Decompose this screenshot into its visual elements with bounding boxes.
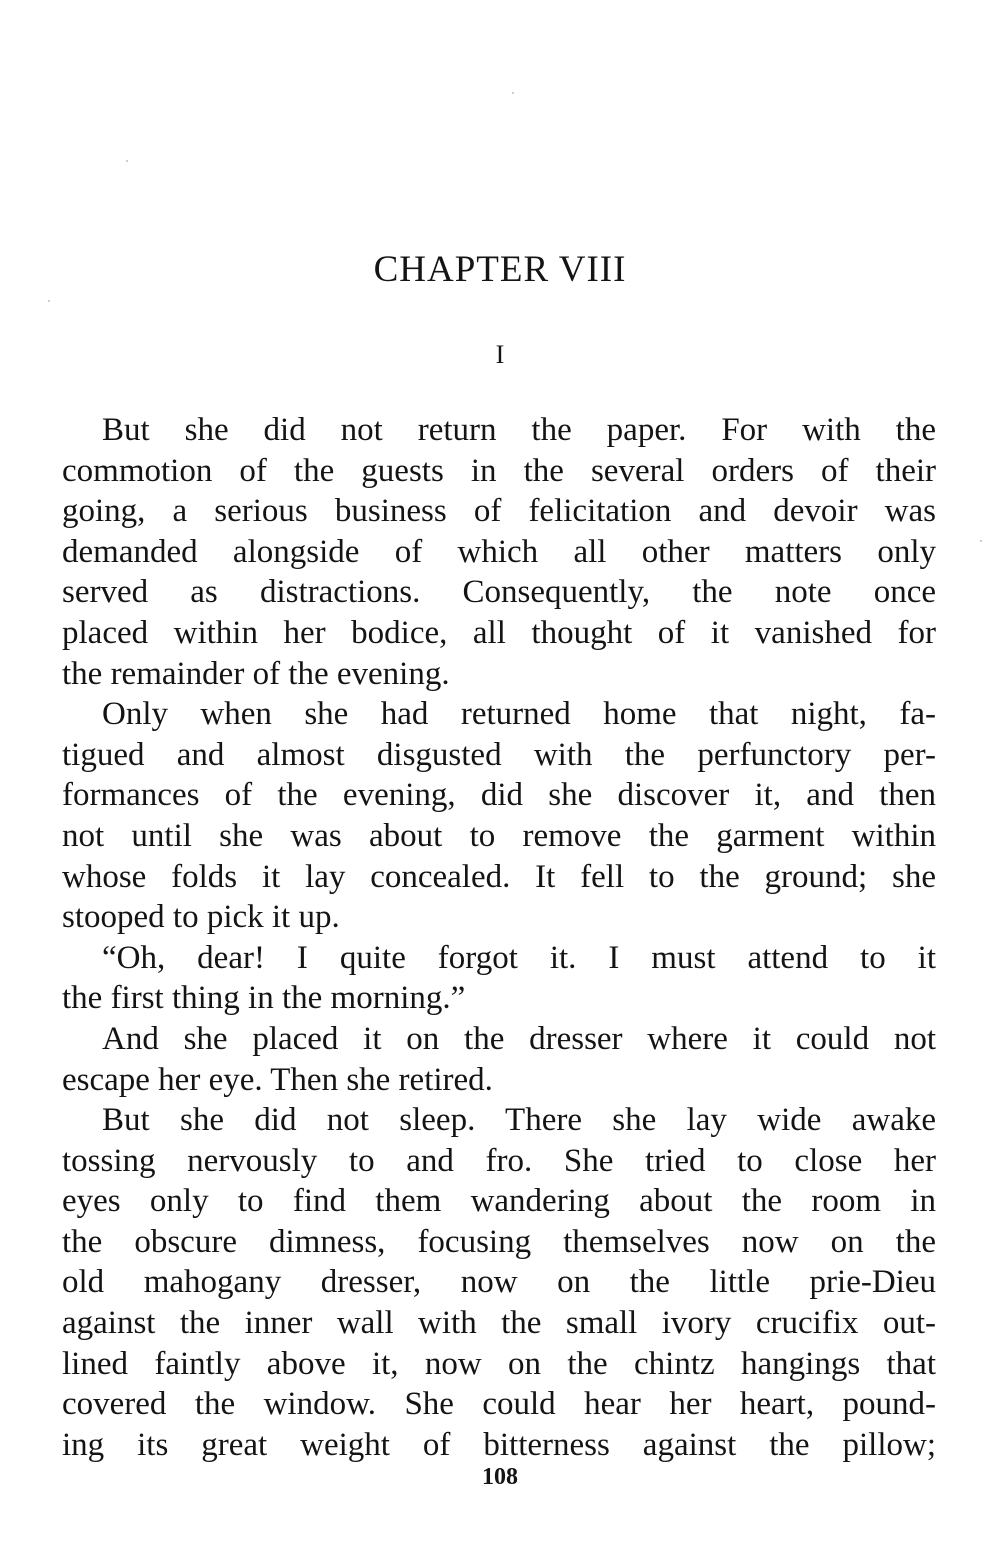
text-line: covered the window. She could hear her heart, pound- — [62, 1386, 936, 1423]
chapter-title: CHAPTER VIII — [373, 249, 627, 290]
text-line: tossing nervously to and fro. She tried to close her — [62, 1142, 936, 1179]
text-line: the first thing in the morning.” — [62, 980, 466, 1017]
text-line: placed within her bodice, all thought of it vanished for — [62, 614, 936, 651]
text-line: “Oh, dear! I quite forgot it. I must attend to it — [102, 939, 936, 976]
text-line: against the inner wall with the small ivory crucifix out- — [62, 1305, 936, 1342]
paper-speck — [48, 300, 50, 302]
text-line: eyes only to find them wandering about the room in — [62, 1183, 936, 1220]
paper-speck — [512, 92, 514, 94]
text-line: escape her eye. Then she retired. — [62, 1061, 493, 1098]
text-line: stooped to pick it up. — [62, 899, 340, 936]
section-number: I — [495, 340, 505, 369]
text-line: ing its great weight of bitterness against the pillow; — [62, 1426, 936, 1463]
text-line: But she did not return the paper. For with the — [102, 412, 936, 448]
text-line: served as distractions. Consequently, the note once — [62, 574, 936, 611]
text-line: not until she was about to remove the garment within — [62, 817, 936, 854]
text-line: Only when she had returned home that night, fa- — [102, 696, 936, 733]
text-line: lined faintly above it, now on the chintz hangings that — [62, 1345, 936, 1382]
text-line: going, a serious business of felicitation and devoir was — [62, 493, 936, 530]
text-line: old mahogany dresser, now on the little prie-Dieu — [62, 1264, 936, 1301]
text-line: commotion of the guests in the several orders of their — [62, 452, 936, 489]
page-number: 108 — [482, 1464, 518, 1490]
paper-speck — [126, 160, 128, 162]
text-line: whose folds it lay concealed. It fell to the ground; she — [62, 858, 936, 895]
text-line: And she placed it on the dresser where it could not — [102, 1020, 936, 1057]
text-line: But she did not sleep. There she lay wide awake — [102, 1102, 936, 1139]
paper-speck — [980, 540, 982, 542]
text-line: the obscure dimness, focusing themselves now on the — [62, 1223, 936, 1260]
body-text — [62, 410, 936, 1465]
text-line: the remainder of the evening. — [62, 655, 450, 692]
text-line: formances of the evening, did she discover it, and then — [62, 777, 936, 814]
text-line: tigued and almost disgusted with the perfunctory per- — [62, 736, 936, 773]
text-line: demanded alongside of which all other matters only — [62, 533, 936, 570]
